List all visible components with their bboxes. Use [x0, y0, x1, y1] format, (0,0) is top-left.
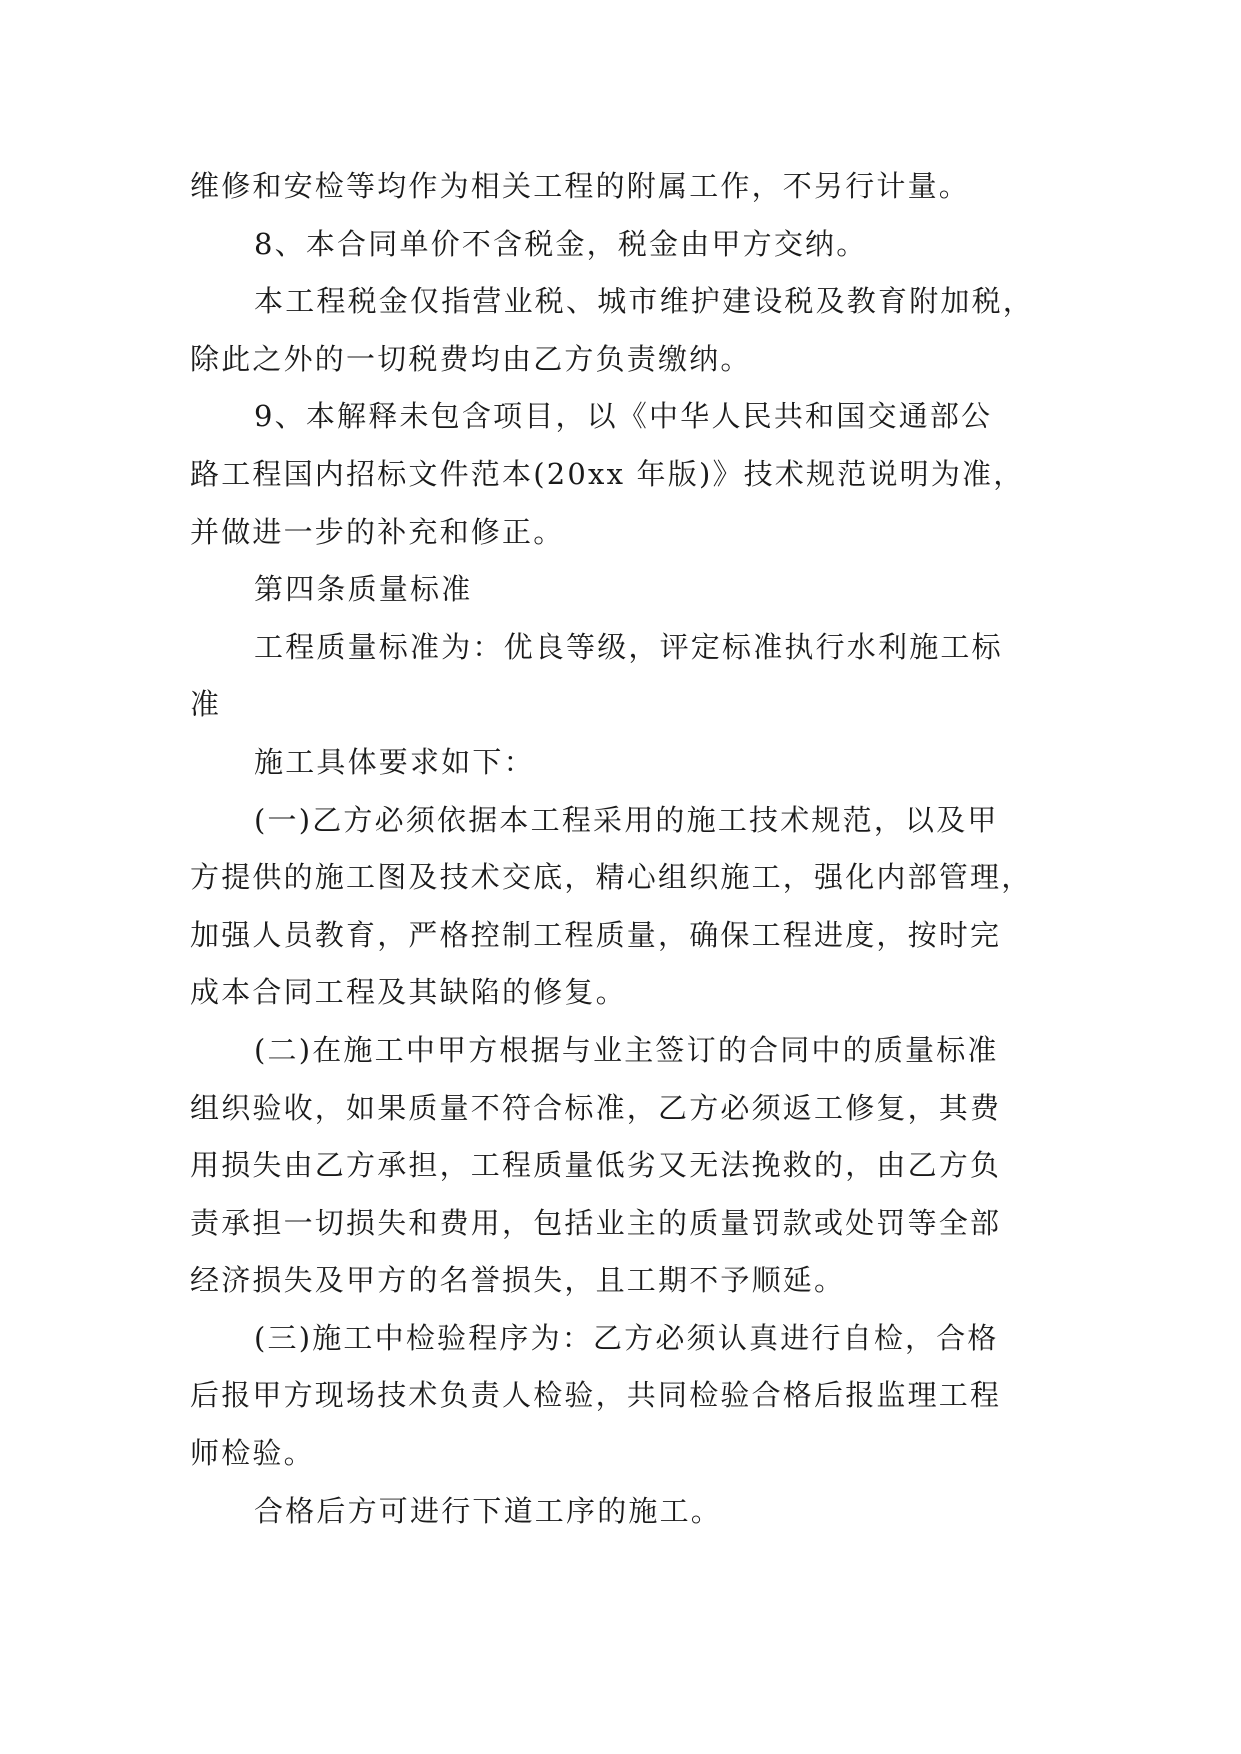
text-line: 加强人员教育，严格控制工程质量，确保工程进度，按时完 [190, 917, 1002, 952]
text-line: 路工程国内招标文件范本(20xx 年版)》技术规范说明为准， [190, 456, 1025, 491]
text-line: 施工具体要求如下： [254, 744, 535, 779]
text-line: (二)在施工中甲方根据与业主签订的合同中的质量标准 [254, 1032, 999, 1067]
text-line: (三)施工中检验程序为：乙方必须认真进行自检，合格 [254, 1320, 999, 1355]
text-line: 责承担一切损失和费用，包括业主的质量罚款或处罚等全部 [190, 1205, 1002, 1240]
text-line: 本工程税金仅指营业税、城市维护建设税及教育附加税， [254, 284, 1035, 319]
document-body [190, 158, 1090, 1540]
text-line: 方提供的施工图及技术交底，精心组织施工，强化内部管理， [190, 860, 1033, 895]
text-line: 准 [190, 687, 222, 722]
text-line: 师检验。 [190, 1436, 315, 1471]
section-heading: 第四条质量标准 [254, 572, 473, 607]
text-line: 9、本解释未包含项目，以《中华人民共和国交通部公 [254, 399, 993, 434]
text-line: 经济损失及甲方的名誉损失，且工期不予顺延。 [190, 1263, 846, 1298]
text-line: 合格后方可进行下道工序的施工。 [254, 1493, 723, 1528]
text-line: 并做进一步的补充和修正。 [190, 514, 565, 549]
text-line: 工程质量标准为：优良等级，评定标准执行水利施工标 [254, 629, 1003, 664]
text-line: 维修和安检等均作为相关工程的附属工作，不另行计量。 [190, 169, 971, 203]
text-line: 除此之外的一切税费均由乙方负责缴纳。 [190, 341, 752, 376]
text-line: 组织验收，如果质量不符合标准，乙方必须返工修复，其费 [190, 1090, 1002, 1125]
text-line: 成本合同工程及其缺陷的修复。 [190, 975, 627, 1010]
text-line: (一)乙方必须依据本工程采用的施工技术规范，以及甲 [254, 802, 999, 837]
text-line: 8、本合同单价不含税金，税金由甲方交纳。 [254, 226, 868, 261]
text-line: 用损失由乙方承担，工程质量低劣又无法挽救的，由乙方负 [190, 1148, 1002, 1183]
text-line: 后报甲方现场技术负责人检验，共同检验合格后报监理工程 [190, 1378, 1002, 1413]
